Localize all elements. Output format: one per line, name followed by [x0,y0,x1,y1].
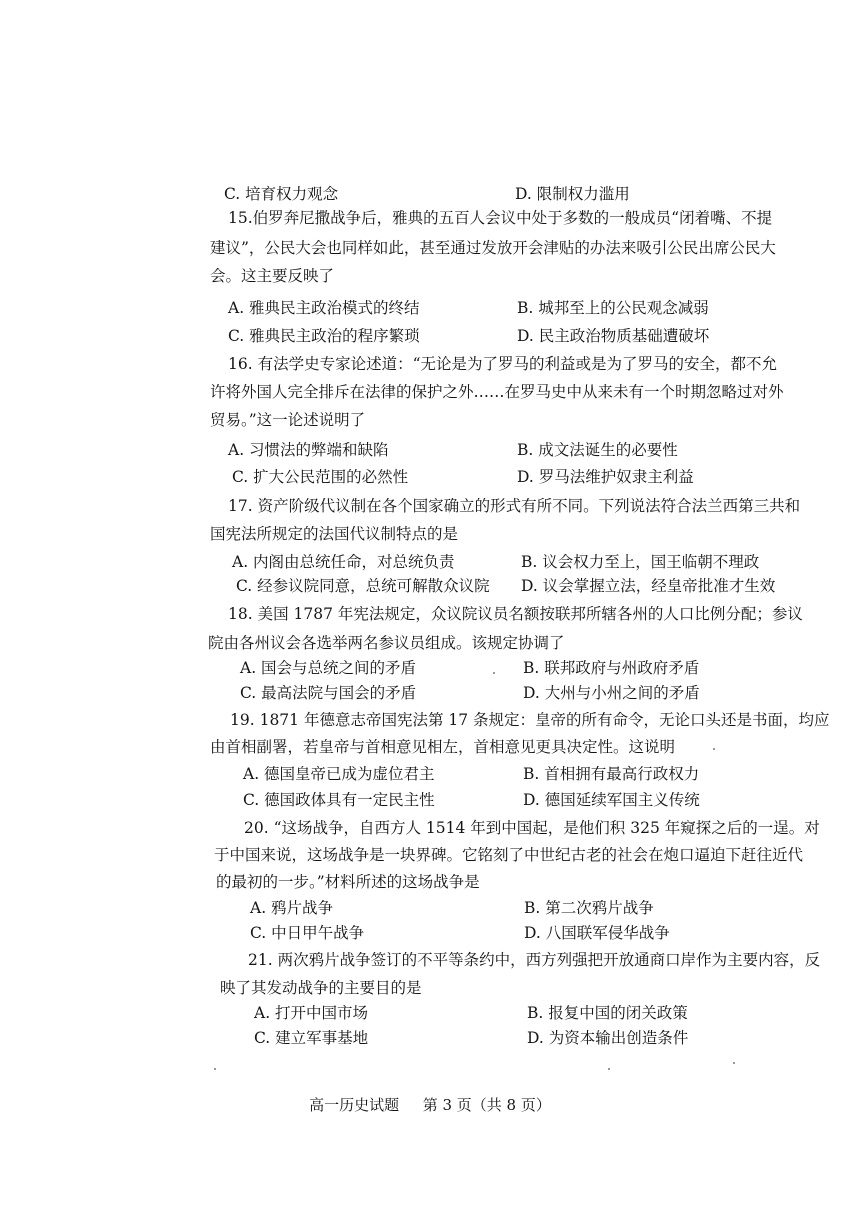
q17-option-c: C. 经参议院同意，总统可解散众议院 [236,577,490,595]
footer-title: 高一历史试题 [309,1096,400,1114]
q16-option-c: C. 扩大公民范围的必然性 [232,468,409,486]
q16-option-d: D. 罗马法维护奴隶主利益 [517,468,694,486]
exam-page: C. 培育权力观念 D. 限制权力滥用 15.伯罗奔尼撒战争后，雅典的五百人会议中处于多数的一般成员“闭着嘴、不提 建议”，公民大会也同样如此，甚至通过发放开会津贴的办法来吸引公民出席公民大 会。这主要反映了 A. 雅典民主政治模式的终结 B. 城邦至上的公民观念减弱 C. 雅典民主政治的程序繁琐 D. 民主政治物质基础遭破坏 16. 有法学史专家论述道：“无论是为了罗马的利益或是为了罗马的安全，都不允 许将外国人完全排斥在法律的保护之外……在罗马史中从来未有一个时期忽略过对外 贸易。”这一论述说明了 A. 习惯法的弊端和缺陷 B. 成文法诞生的必要性 C. 扩大公民范围的必然性 D. 罗马法维护奴隶主利益 17. 资产阶级代议制在各个国家确立的形式有所不同。下列说法符合法兰西第三共和 国宪法所规定的法国代议制特点的是 A. 内阁由总统任命，对总统负责 B. 议会权力至上，国王临朝不理政 C. 经参议院同意，总统可解散众议院 D. 议会掌握立法，经皇帝批准才生效 18. 美国 1787 年宪法规定，众议院议员名额按联邦所辖各州的人口比例分配；参议 院由各州议会各选举两名参议员组成。该规定协调了 A. 国会与总统之间的矛盾 B. 联邦政府与州政府矛盾 C. 最高法院与国会的矛盾 D. 大州与小州之间的矛盾 19. 1871 年德意志帝国宪法第 17 条规定：皇帝的所有命令，无论口头还是书面，均应 由首相副署，若皇帝与首相意见相左，首相意见更具决定性。这说明 A. 德国皇帝已成为虚位君主 B. 首相拥有最高行政权力 C. 德国政体具有一定民主性 D. 德国延续军国主义传统 20. “这场战争，自西方人 1514 年到中国起，是他们积 325 年窥探之后的一逞。对 于中国来说，这场战争是一块界碑。它铭刻了中世纪古老的社会在炮口逼迫下赶往近代 的最初的一步。”材料所述的这场战争是 A. 鸦片战争 B. 第二次鸦片战争 C. 中日甲午战争 D. 八国联军侵华战争 21. 两次鸦片战争签订的不平等条约中，西方列强把开放通商口岸作为主要内容，反 映了其发动战争的主要目的是 A. 打开中国市场 B. 报复中国的闭关政策 C. 建立军事基地 D. 为资本输出创造条件 高一历史试题 第 3 页（共 8 页） [0,0,860,1216]
q14-option-d: D. 限制权力滥用 [515,185,630,203]
q15-option-b: B. 城邦至上的公民观念减弱 [517,299,709,317]
q18-option-a: A. 国会与总统之间的矛盾 [240,659,417,677]
q21-option-d: D. 为资本输出创造条件 [527,1029,689,1047]
q15-option-d: D. 民主政治物质基础遭破坏 [517,327,710,345]
q18-option-c: C. 最高法院与国会的矛盾 [240,684,417,702]
q20-option-b: B. 第二次鸦片战争 [524,899,654,917]
q15-option-c: C. 雅典民主政治的程序繁琐 [228,327,420,345]
q21-option-a: A. 打开中国市场 [254,1004,369,1022]
q21-option-c: C. 建立军事基地 [254,1029,369,1047]
q16-option-a: A. 习惯法的弊端和缺陷 [228,441,389,459]
q19-option-a: A. 德国皇帝已成为虚位君主 [243,765,435,783]
scan-speck [493,672,495,674]
q15-option-a: A. 雅典民主政治模式的终结 [228,299,420,317]
q18-option-d: D. 大州与小州之间的矛盾 [523,684,700,702]
q17-option-d: D. 议会掌握立法，经皇帝批准才生效 [521,577,776,595]
scan-speck [608,1068,610,1070]
q19-option-d: D. 德国延续军国主义传统 [523,791,700,809]
q19-option-b: B. 首相拥有最高行政权力 [523,765,700,783]
q20-option-a: A. 鸦片战争 [250,899,334,917]
scan-speck [214,1068,216,1070]
page-footer [0,1094,860,1115]
q20-option-c: C. 中日甲午战争 [250,924,365,942]
q20-option-d: D. 八国联军侵华战争 [524,924,670,942]
q18-option-b: B. 联邦政府与州政府矛盾 [523,659,700,677]
scan-speck [713,748,715,750]
q19-option-c: C. 德国政体具有一定民主性 [243,791,435,809]
q17-option-b: B. 议会权力至上，国王临朝不理政 [521,553,760,571]
q21-option-b: B. 报复中国的闭关政策 [527,1004,688,1022]
scan-speck [733,1062,735,1064]
q14-option-c: C. 培育权力观念 [224,185,339,203]
footer-page-info: 第 3 页（共 8 页） [422,1096,551,1114]
q16-option-b: B. 成文法诞生的必要性 [517,441,678,459]
q17-option-a: A. 内阁由总统任命，对总统负责 [232,553,455,571]
